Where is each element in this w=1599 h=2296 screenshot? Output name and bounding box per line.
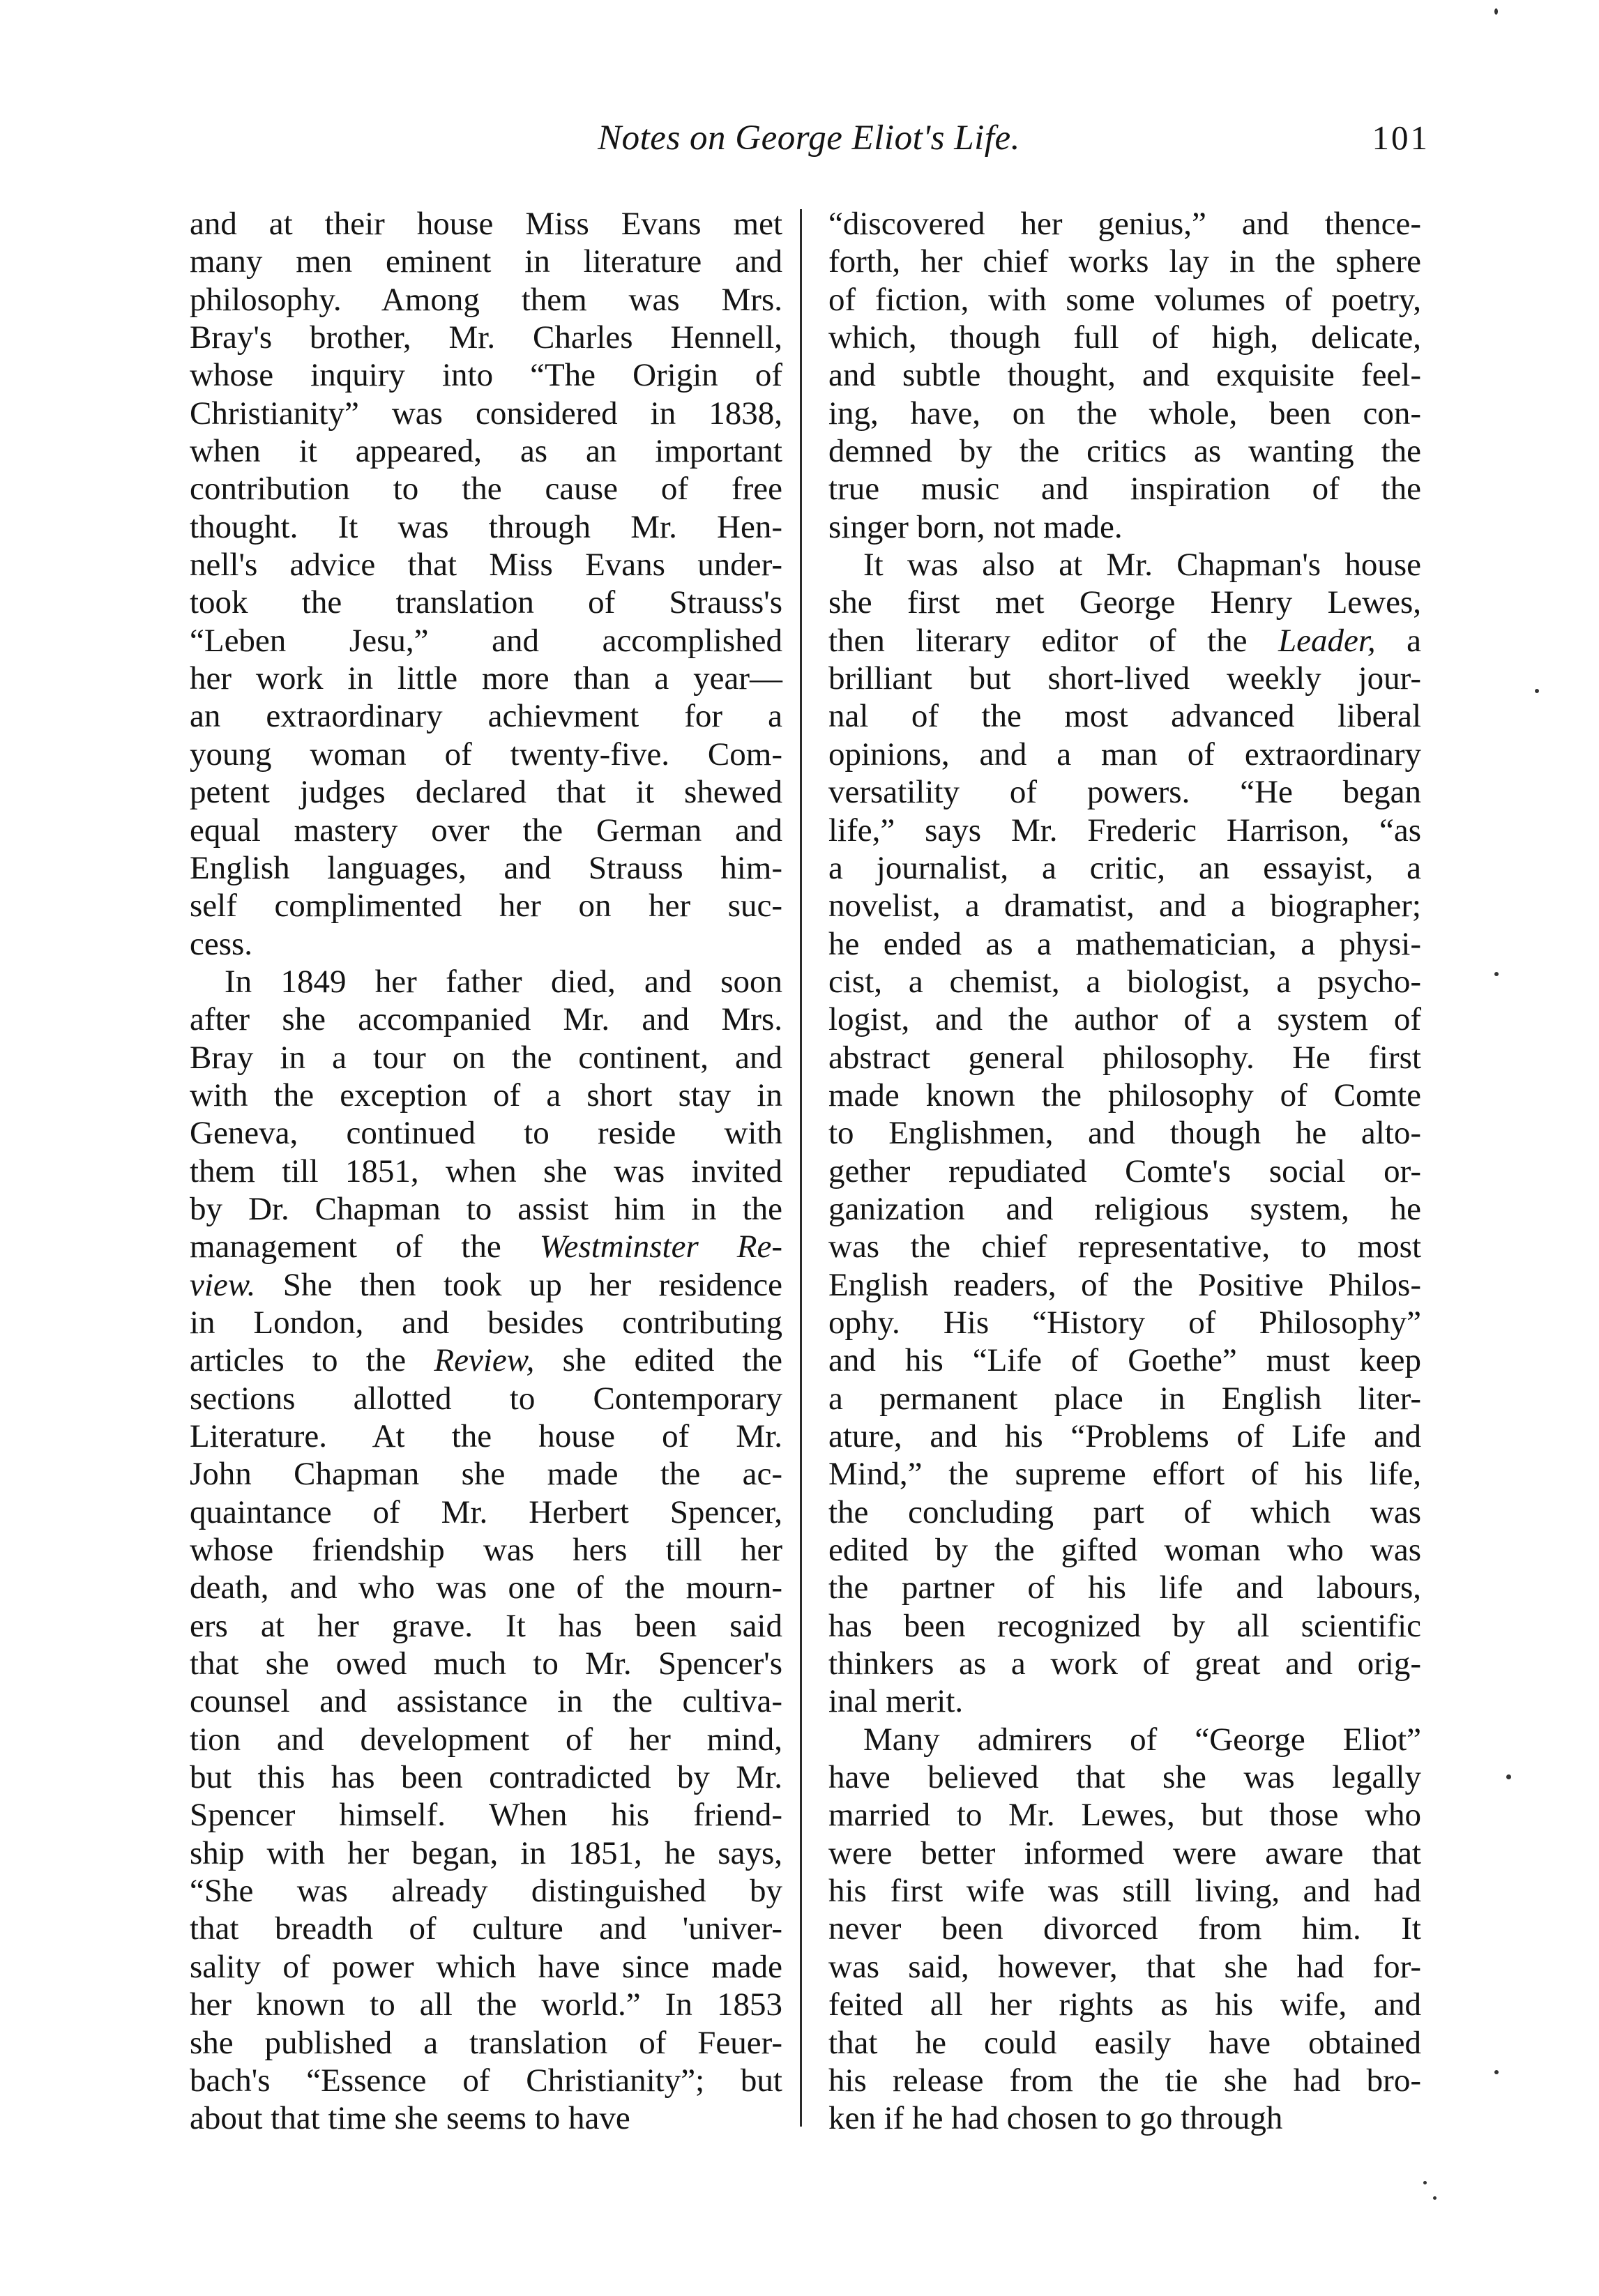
text-line: nell's advice that Miss Evans under- <box>190 547 782 584</box>
text-line: demned by the critics as wanting the <box>828 433 1421 470</box>
ink-speck <box>1506 1774 1511 1779</box>
text-line: his release from the tie she had bro- <box>828 2062 1421 2099</box>
text-line: cess. <box>190 925 253 962</box>
text-line: life,” says Mr. Frederic Harrison, “as <box>828 812 1421 849</box>
ink-speck <box>1423 2181 1427 2184</box>
text-line: management of the Westminster Re- <box>190 1229 782 1265</box>
text-line: “She was already distinguished by <box>190 1873 782 1910</box>
text-line: that he could easily have obtained <box>828 2024 1421 2061</box>
text-line: nal of the most advanced liberal <box>828 698 1421 735</box>
text-line: an extraordinary achievment for a <box>190 698 782 735</box>
text-line: her work in little more than a year— <box>190 660 782 697</box>
text-line: tion and development of her mind, <box>190 1721 782 1758</box>
text-line: when it appeared, as an important <box>190 433 782 470</box>
text-line: took the translation of Strauss's <box>190 584 782 621</box>
text-line: she published a translation of Feuer- <box>190 2024 782 2061</box>
text-line: she first met George Henry Lewes, <box>828 584 1421 621</box>
text-line: Mind,” the supreme effort of his life, <box>828 1456 1421 1493</box>
text-line: sality of power which have since made <box>190 1948 782 1985</box>
text-line: has been recognized by all scientific <box>828 1607 1421 1644</box>
text-line: feited all her rights as his wife, and <box>828 1986 1421 2023</box>
text-line: and subtle thought, and exquisite feel- <box>828 357 1421 394</box>
text-line: quaintance of Mr. Herbert Spencer, <box>190 1493 782 1530</box>
text-line: novelist, a dramatist, and a biographer; <box>828 888 1421 925</box>
text-line: that she owed much to Mr. Spencer's <box>190 1645 782 1682</box>
text-line: counsel and assistance in the cultiva- <box>190 1683 782 1720</box>
left-column <box>190 205 782 2138</box>
text-line: his first wife was still living, and had <box>828 1873 1421 1910</box>
text-line: ing, have, on the whole, been con- <box>828 395 1421 432</box>
ink-speck <box>1494 972 1499 976</box>
text-line: ophy. His “History of Philosophy” <box>828 1304 1421 1341</box>
text-line: the partner of his life and labours, <box>828 1569 1421 1606</box>
text-line: after she accompanied Mr. and Mrs. <box>190 1001 782 1038</box>
text-line: Bray's brother, Mr. Charles Hennell, <box>190 319 782 356</box>
text-line: articles to the Review, she edited the <box>190 1342 782 1379</box>
text-line: logist, and the author of a system of <box>828 1001 1421 1038</box>
text-line: Spencer himself. When his friend- <box>190 1797 782 1834</box>
text-line: have believed that she was legally <box>828 1759 1421 1796</box>
text-line: was said, however, that she had for- <box>828 1948 1421 1985</box>
text-line: about that time she seems to have <box>190 2100 630 2137</box>
text-line: married to Mr. Lewes, but those who <box>828 1797 1421 1834</box>
text-line: philosophy. Among them was Mrs. <box>190 281 782 318</box>
text-line: equal mastery over the German and <box>190 812 782 849</box>
text-line: versatility of powers. “He began <box>828 774 1421 811</box>
text-line: ken if he had chosen to go through <box>828 2100 1283 2137</box>
text-line: was the chief representative, to most <box>828 1229 1421 1265</box>
text-line: sections allotted to Contemporary <box>190 1380 782 1417</box>
page-number: 101 <box>1372 119 1430 157</box>
text-line: made known the philosophy of Comte <box>828 1077 1421 1113</box>
text-line: of fiction, with some volumes of poetry, <box>828 281 1421 318</box>
text-line: abstract general philosophy. He first <box>828 1039 1421 1076</box>
text-line: ature, and his “Problems of Life and <box>828 1418 1421 1454</box>
text-line: petent judges declared that it shewed <box>190 774 782 811</box>
text-line: Literature. At the house of Mr. <box>190 1418 782 1454</box>
text-line: to Englishmen, and though he alto- <box>828 1115 1421 1152</box>
text-line: Geneva, continued to reside with <box>190 1115 782 1152</box>
text-line: Bray in a tour on the continent, and <box>190 1039 782 1076</box>
text-line: opinions, and a man of extraordinary <box>828 736 1421 773</box>
ink-speck <box>1433 2196 1437 2200</box>
text-line: and at their house Miss Evans met <box>190 206 782 242</box>
right-column <box>828 205 1421 2138</box>
text-line: young woman of twenty-five. Com- <box>190 736 782 773</box>
text-line: bach's “Essence of Christianity”; but <box>190 2062 782 2099</box>
text-line: edited by the gifted woman who was <box>828 1532 1421 1569</box>
text-line: singer born, not made. <box>828 508 1123 545</box>
text-line: he ended as a mathematician, a physi- <box>828 925 1421 962</box>
text-line: It was also at Mr. Chapman's house <box>863 547 1421 584</box>
text-line: thinkers as a work of great and orig- <box>828 1645 1421 1682</box>
text-line: ganization and religious system, he <box>828 1190 1421 1227</box>
text-line: whose friendship was hers till her <box>190 1532 782 1569</box>
text-line: whose inquiry into “The Origin of <box>190 357 782 394</box>
text-line: that breadth of culture and 'univer- <box>190 1910 782 1947</box>
text-line: but this has been contradicted by Mr. <box>190 1759 782 1796</box>
text-line: true music and inspiration of the <box>828 471 1421 508</box>
text-line: “discovered her genius,” and thence- <box>828 206 1421 242</box>
text-line: “Leben Jesu,” and accomplished <box>190 622 782 659</box>
text-line: ship with her began, in 1851, he says, <box>190 1834 782 1871</box>
text-line: her known to all the world.” In 1853 <box>190 1986 782 2023</box>
text-line: gether repudiated Comte's social or- <box>828 1153 1421 1189</box>
text-line: English languages, and Strauss him- <box>190 849 782 886</box>
text-line: by Dr. Chapman to assist him in the <box>190 1190 782 1227</box>
text-line: English readers, of the Positive Philos- <box>828 1266 1421 1303</box>
text-line: death, and who was one of the mourn- <box>190 1569 782 1606</box>
text-line: brilliant but short-lived weekly jour- <box>828 660 1421 697</box>
text-line: and his “Life of Goethe” must keep <box>828 1342 1421 1379</box>
text-line: in London, and besides contributing <box>190 1304 782 1341</box>
ink-speck <box>1494 8 1498 15</box>
running-head <box>188 117 1430 159</box>
text-line: them till 1851, when she was invited <box>190 1153 782 1189</box>
text-line: self complimented her on her suc- <box>190 888 782 925</box>
text-line: inal merit. <box>828 1683 964 1720</box>
text-line: many men eminent in literature and <box>190 243 782 280</box>
text-line: view. She then took up her residence <box>190 1266 782 1303</box>
text-line: ers at her grave. It has been said <box>190 1607 782 1644</box>
column-rule <box>800 209 802 2127</box>
text-line: contribution to the cause of free <box>190 471 782 508</box>
text-line: Christianity” was considered in 1838, <box>190 395 782 432</box>
text-line: which, though full of high, delicate, <box>828 319 1421 356</box>
ink-speck <box>1535 689 1539 693</box>
text-line: the concluding part of which was <box>828 1493 1421 1530</box>
ink-speck <box>1494 2070 1499 2074</box>
text-line: forth, her chief works lay in the sphere <box>828 243 1421 280</box>
text-line: cist, a chemist, a biologist, a psycho- <box>828 963 1421 1000</box>
running-title: Notes on George Eliot's Life. <box>598 119 1020 158</box>
text-line: a permanent place in English liter- <box>828 1380 1421 1417</box>
text-line: In 1849 her father died, and soon <box>225 963 782 1000</box>
text-line: with the exception of a short stay in <box>190 1077 782 1113</box>
text-line: thought. It was through Mr. Hen- <box>190 508 782 545</box>
text-line: then literary editor of the Leader, a <box>828 622 1421 659</box>
text-line: never been divorced from him. It <box>828 1910 1421 1947</box>
text-line: Many admirers of “George Eliot” <box>863 1721 1421 1758</box>
text-line: were better informed were aware that <box>828 1834 1421 1871</box>
text-line: a journalist, a critic, an essayist, a <box>828 849 1421 886</box>
text-line: John Chapman she made the ac- <box>190 1456 782 1493</box>
